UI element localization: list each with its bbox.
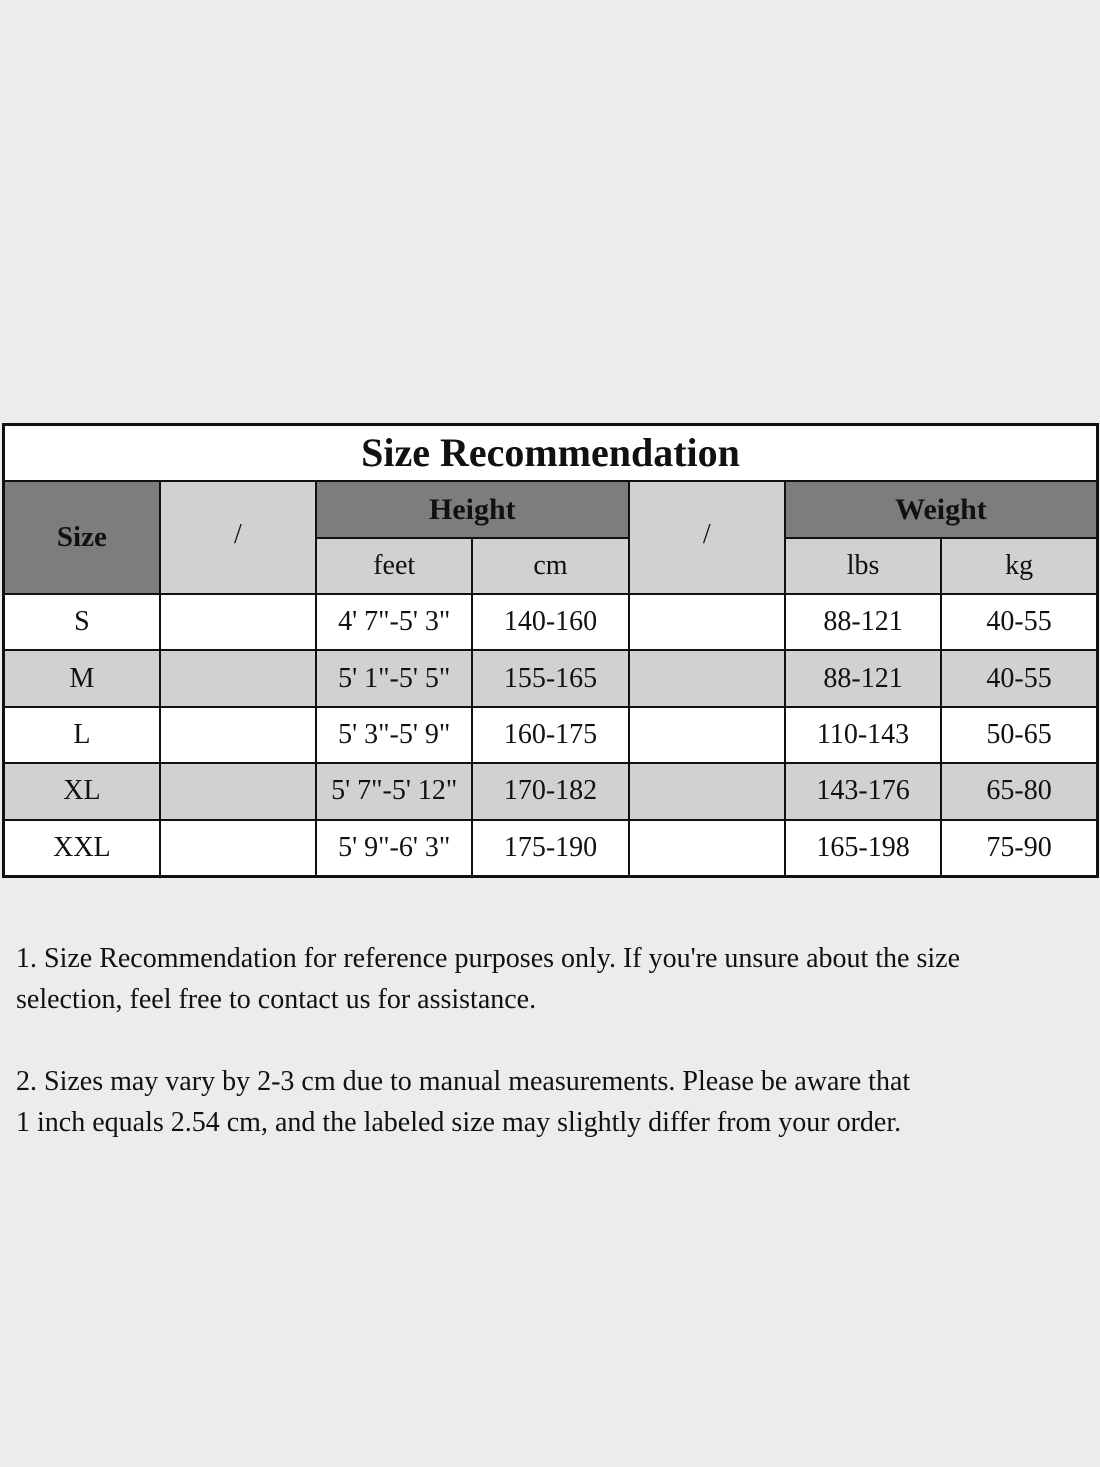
feet-cell: 5' 3"-5' 9" (316, 707, 472, 763)
size-cell: L (4, 707, 160, 763)
weight-header: Weight (785, 481, 1098, 537)
feet-cell: 4' 7"-5' 3" (316, 594, 472, 650)
blank-cell (160, 594, 316, 650)
blank-column-header-1: / (160, 481, 316, 594)
size-cell: M (4, 650, 160, 706)
blank-cell (629, 650, 785, 706)
size-cell: XXL (4, 820, 160, 877)
table-row (4, 763, 1098, 819)
cm-cell: 170-182 (472, 763, 628, 819)
cm-cell: 140-160 (472, 594, 628, 650)
kg-header: kg (941, 538, 1097, 594)
cm-cell: 155-165 (472, 650, 628, 706)
kg-cell: 65-80 (941, 763, 1097, 819)
note-item (16, 938, 1086, 1020)
lbs-cell: 88-121 (785, 650, 941, 706)
kg-cell: 50-65 (941, 707, 1097, 763)
feet-cell: 5' 1"-5' 5" (316, 650, 472, 706)
blank-cell (160, 707, 316, 763)
size-header: Size (4, 481, 160, 594)
table-title: Size Recommendation (4, 425, 1098, 482)
cm-header: cm (472, 538, 628, 594)
size-cell: XL (4, 763, 160, 819)
blank-cell (160, 763, 316, 819)
note-line: 2. Sizes may vary by 2-3 cm due to manual measurements. Please be aware that (16, 1066, 911, 1097)
size-chart (2, 423, 1099, 878)
note-item (16, 1061, 1086, 1143)
blank-cell (629, 594, 785, 650)
title-row (4, 425, 1098, 482)
note-line: selection, feel free to contact us for assistance. (16, 984, 537, 1015)
lbs-cell: 88-121 (785, 594, 941, 650)
feet-cell: 5' 7"-5' 12" (316, 763, 472, 819)
header-row-1 (4, 481, 1098, 537)
kg-cell: 75-90 (941, 820, 1097, 877)
cm-cell: 175-190 (472, 820, 628, 877)
blank-cell (629, 763, 785, 819)
table-row (4, 650, 1098, 706)
blank-cell (629, 820, 785, 877)
blank-cell (160, 820, 316, 877)
cm-cell: 160-175 (472, 707, 628, 763)
lbs-cell: 110-143 (785, 707, 941, 763)
blank-cell (629, 707, 785, 763)
size-recommendation-table (2, 423, 1099, 878)
feet-header: feet (316, 538, 472, 594)
blank-column-header-2: / (629, 481, 785, 594)
height-header: Height (316, 481, 629, 537)
note-line: 1. Size Recommendation for reference purposes only. If you're unsure about the size (16, 943, 961, 974)
table-row (4, 820, 1098, 877)
blank-cell (160, 650, 316, 706)
table-row (4, 707, 1098, 763)
lbs-cell: 165-198 (785, 820, 941, 877)
kg-cell: 40-55 (941, 594, 1097, 650)
table-row (4, 594, 1098, 650)
feet-cell: 5' 9"-6' 3" (316, 820, 472, 877)
size-cell: S (4, 594, 160, 650)
note-line: 1 inch equals 2.54 cm, and the labeled size may slightly differ from your order. (16, 1107, 902, 1138)
notes-section (16, 938, 1086, 1184)
lbs-header: lbs (785, 538, 941, 594)
lbs-cell: 143-176 (785, 763, 941, 819)
kg-cell: 40-55 (941, 650, 1097, 706)
